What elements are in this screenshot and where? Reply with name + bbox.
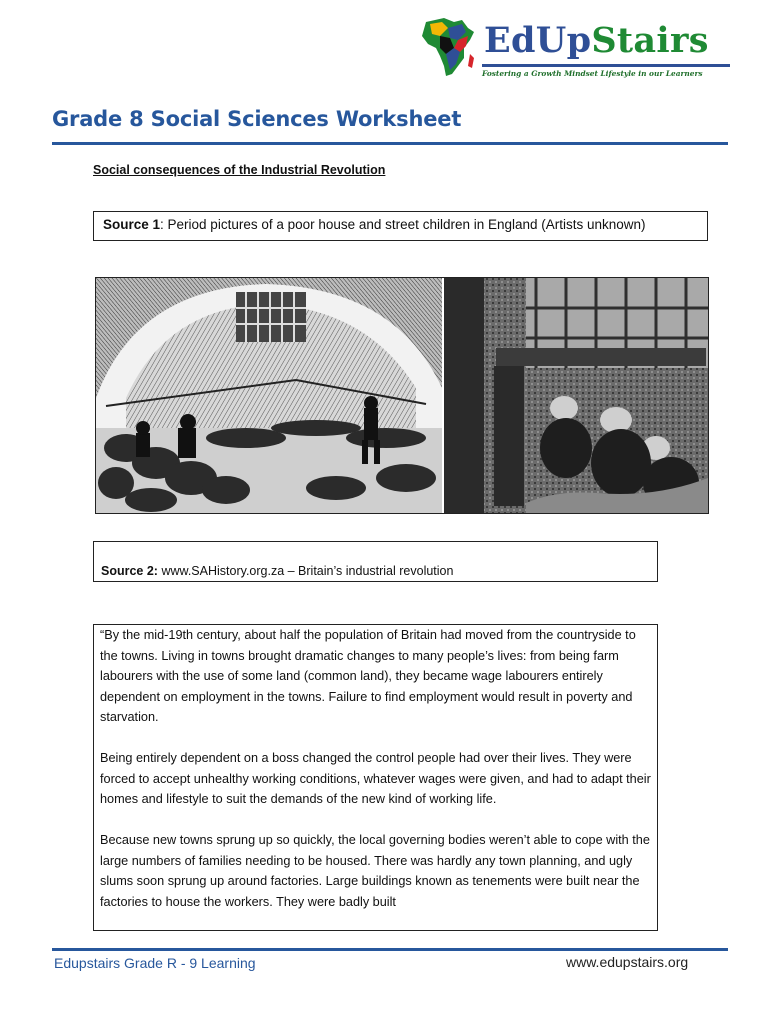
footer-divider — [52, 948, 728, 951]
topic-heading: Social consequences of the Industrial Revolution — [93, 163, 386, 177]
street-children-photograph — [444, 278, 708, 513]
source2-caption-box — [93, 541, 658, 582]
source1-text: : Period pictures of a poor house and street children in England (Artists unknown) — [160, 217, 646, 232]
logo-wordmark-part2: Stairs — [591, 20, 709, 61]
source1-label: Source 1 — [103, 217, 161, 232]
edupstairs-logo — [418, 14, 730, 84]
quote-paragraph-2: Being entirely dependent on a boss changed the control people had over their lives. They were forced to accept unhealthy working conditions, whatever wages were given, and had to adapt their homes and lifestyle to suit the demands of the new kind of working life. — [100, 751, 651, 806]
source1-images — [95, 277, 709, 514]
footer-left-text: Edupstairs Grade R - 9 Learning — [54, 955, 256, 971]
quote-paragraph-3: Because new towns sprung up so quickly, the local governing bodies weren’t able to cope with the large numbers of families needing to be housed. There was hardly any town planning, and ugly slums soon sprung up around factories. Large buildings known as tenements were built near the factories to house the workers. They were badly built — [100, 833, 650, 909]
logo-wordmark-part1: EdUp — [484, 20, 592, 61]
source2-label: Source 2: — [101, 564, 158, 578]
logo-wordmark — [484, 22, 709, 60]
source2-quote-box — [93, 624, 658, 931]
title-divider — [52, 142, 728, 145]
logo-tagline: Fostering a Growth Mindset Lifestyle in our Learners — [482, 69, 703, 78]
quote-paragraph-1: “By the mid-19th century, about half the population of Britain had moved from the countryside to the towns. Living in towns brought dramatic changes to many people’s lives: from being farm labourers with the use of some land (common land), they became wage labourers entirely dependent on employment in the towns. Failure to find employment would result in poverty and starvation. — [100, 628, 636, 724]
poor-house-engraving — [96, 278, 442, 513]
africa-map-icon — [418, 14, 480, 80]
source1-caption-box — [93, 211, 708, 241]
logo-underline — [482, 64, 730, 67]
page-title: Grade 8 Social Sciences Worksheet — [52, 107, 462, 131]
footer-website-link[interactable]: www.edupstairs.org — [566, 954, 689, 970]
source2-text: www.SAHistory.org.za – Britain’s industrial revolution — [157, 564, 454, 578]
